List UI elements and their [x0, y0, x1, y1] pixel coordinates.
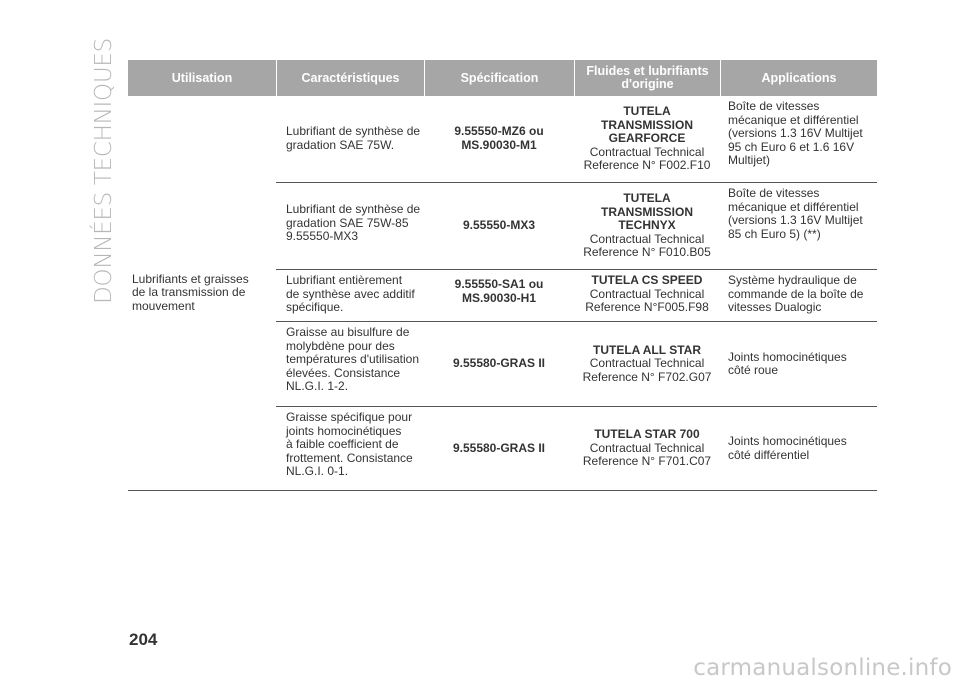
table-row [276, 270, 877, 322]
table-row [276, 322, 877, 407]
cell-caracteristiques: Graisse au bisulfure de molybdène pour des températures d'utilisation élevées. Consistance NL.G.I. 1-2. [286, 325, 420, 393]
cell-applications: Joints homocinétiques côté roue [728, 349, 847, 377]
fluid-name: TUTELA CS SPEED [591, 273, 703, 287]
table-row [276, 96, 877, 183]
header-utilisation: Utilisation [171, 70, 233, 85]
cell-fluide [574, 270, 720, 321]
cell-applications: Système hydraulique de commande de la boîte de vitesses Dualogic [728, 273, 864, 314]
cell-caracteristiques: Lubrifiant entièrement de synthèse avec additif spécifique. [286, 273, 415, 314]
cell-applications: Joints homocinétiques côté différentiel [728, 434, 847, 462]
cell-specification: 9.55550-MX3 [462, 218, 536, 233]
table-row [276, 183, 877, 270]
cell-caracteristiques: Lubrifiant de synthèse de gradation SAE 75W. [286, 124, 421, 152]
cell-caracteristiques: Graisse spécifique pour joints homocinétiques à faible coefficient de frottement. Consistance NL.G.I. 0-1. [286, 410, 413, 478]
fluid-reference: Contractual Technical Reference N° F701.C07 [582, 440, 712, 469]
fluid-reference: Contractual Technical Reference N° F702.G07 [582, 356, 712, 384]
cell-fluide [574, 96, 720, 182]
cell-specification: 9.55550-SA1 ou MS.90030-H1 [454, 277, 544, 305]
fluid-name: TUTELA TRANSMISSION TECHNYX [600, 191, 693, 233]
cell-specification: 9.55580-GRAS II [452, 440, 546, 455]
cell-fluide [574, 407, 720, 490]
page-number: 204 [129, 630, 158, 649]
cell-specification: 9.55580-GRAS II [452, 356, 546, 371]
table-row [276, 407, 877, 491]
fluid-reference: Contractual Technical Reference N°F005.F98 [585, 286, 709, 314]
cell-applications: Boîte de vitesses mécanique et différentiel (versions 1.3 16V Multijet 95 ch Euro 6 et 1.6 16V Multijet) [728, 99, 863, 167]
lubricants-table [128, 60, 877, 491]
fluid-reference: Contractual Technical Reference N° F002.F10 [583, 144, 711, 173]
fluid-name: TUTELA ALL STAR [593, 342, 701, 357]
fluid-name: TUTELA STAR 700 [594, 427, 700, 442]
cell-specification: 9.55550-MZ6 ou MS.90030-M1 [454, 124, 544, 152]
cell-fluide [574, 183, 720, 269]
cell-caracteristiques: Lubrifiant de synthèse de gradation SAE 75W-85 9.55550-MX3 [286, 202, 421, 243]
table-header [128, 60, 877, 96]
section-title-vertical [84, 37, 124, 304]
cell-fluide [574, 322, 720, 406]
header-fluides: Fluides et lubrifiants d'origine [574, 60, 720, 96]
cell-applications: Boîte de vitesses mécanique et différentiel (versions 1.3 16V Multijet 85 ch Euro 5) (**) [728, 186, 863, 241]
watermark: carmanualsonline.info [693, 655, 952, 681]
fluid-name: TUTELA TRANSMISSION GEARFORCE [600, 104, 693, 146]
cell-utilisation: Lubrifiants et graisses de la transmission de mouvement [128, 96, 276, 491]
header-applications: Applications [720, 60, 877, 96]
section-title: DONNÉES TECHNIQUES [91, 37, 118, 304]
table-body [128, 96, 877, 491]
header-specification: Spécification [424, 60, 574, 96]
fluid-reference: Contractual Technical Reference N° F010.B05 [583, 231, 711, 260]
table-rows [276, 96, 877, 491]
header-caracteristiques: Caractéristiques [276, 60, 424, 96]
